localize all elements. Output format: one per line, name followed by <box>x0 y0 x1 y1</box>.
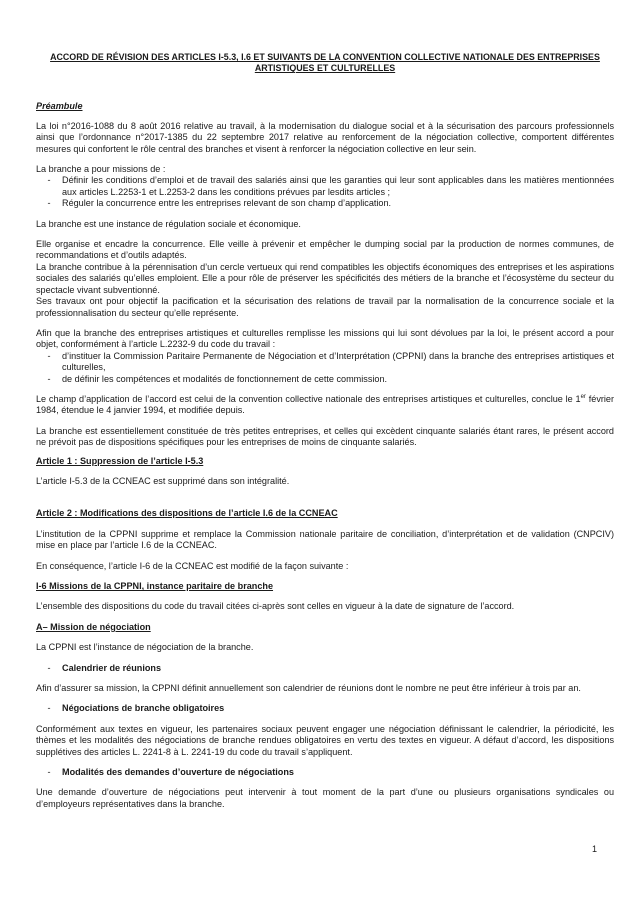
preamble-paragraph-1: La loi n°2016-1088 du 8 août 2016 relative au travail, à la modernisation du dialogue social et à la sécurisation des parcours professionnels ainsi que l’ordonnance n°2017-1385 du 22 septembre 2017 relative au renforcement de la négociation collective, comportent différentes mesures qui confortent le rôle central des branches et visent à renforcer la négociation collective en leur sein. <box>36 120 614 154</box>
preamble-paragraph-7: La branche est essentiellement constituée de très petites entreprises, et celles qui excèdent cinquante salariés étant rares, le présent accord ne prévoit pas de dispositions spécifiques pour les entreprises de moins de cinquante salariés. <box>36 425 614 448</box>
bullet-dash: - <box>47 373 51 384</box>
section-a-text: La CPPNI est l’instance de négociation de la branche. <box>36 642 254 653</box>
list-item <box>36 374 614 385</box>
bullet-dash: - <box>47 662 51 673</box>
preamble-paragraph-4a: Elle organise et encadre la concurrence. Elle veille à prévenir et empêcher le dumping social par la production de normes communes, de recommandations et d’outils adaptés. <box>36 239 614 261</box>
preamble-missions-intro: La branche a pour missions de : <box>36 164 166 175</box>
preamble-paragraph-3: La branche est une instance de régulation sociale et économique. <box>36 218 301 229</box>
article-2-paragraph-2: En conséquence, l’article I-6 de la CCNEAC est modifié de la façon suivante : <box>36 560 349 571</box>
preamble-paragraph-4c: Ses travaux ont pour objectif la pacification et la sécurisation des relations de travail par la normalisation de la concurrence sociale et la professionnalisation du secteur qu’elle représente. <box>36 296 614 318</box>
article-1-heading <box>36 456 614 467</box>
subheading-calendrier <box>36 663 614 674</box>
preamble-heading <box>36 101 614 112</box>
list-item <box>36 175 614 198</box>
subheading-text: Modalités des demandes d’ouverture de négociations <box>62 767 294 778</box>
list-item-text: de définir les compétences et modalités de fonctionnement de cette commission. <box>62 373 388 384</box>
negociations-obligatoires-text: Conformément aux textes en vigueur, les partenaires sociaux peuvent engager une négociation définissant le calendrier, la périodicité, les thèmes et les modalités des négociations de branche rendues obligatoires en vertu des textes en vigueur. A défaut d’accord, les dispositions supplétives des articles L. 2241-8 à L. 2241-19 du code du travail s’appliquent. <box>36 723 614 757</box>
subheading-text: Négociations de branche obligatoires <box>62 703 225 714</box>
article-2-paragraph-1: L’institution de la CPPNI supprime et remplace la Commission nationale paritaire de conciliation, d’interprétation et de validation (CNPCIV) mise en place par l’article I.6 de la CCNEAC. <box>36 528 614 551</box>
list-item <box>36 198 614 209</box>
demandes-ouverture-text: Une demande d’ouverture de négociations peut intervenir à tout moment de la part d’une ou plusieurs organisations syndicales ou d’employeurs représentatives dans la branche. <box>36 787 614 809</box>
subheading-demandes-ouverture <box>36 767 614 778</box>
scope-text-after: février 1984, étendue le 4 janvier 1994, et modifiée depuis. <box>36 393 615 416</box>
preamble-scope-paragraph <box>36 394 614 417</box>
bullet-dash: - <box>47 767 51 778</box>
document-body <box>36 52 614 810</box>
i6-heading <box>36 581 614 592</box>
list-item-text: d’instituer la Commission Paritaire Permanente de Négociation et d’Interprétation (CPPNI) dans la branche des entreprises artistiques et culturelles, <box>62 350 614 373</box>
subheading-negociations-obligatoires <box>36 703 614 714</box>
bullet-dash: - <box>47 703 51 714</box>
document-title: ACCORD DE RÉVISION DES ARTICLES I-5.3, I.6 ET SUIVANTS DE LA CONVENTION COLLECTIVE NATIONALE DES ENTREPRISES ARTISTIQUES ET CULTURELLES <box>50 52 600 74</box>
list-item <box>36 351 614 374</box>
list-item-text: Réguler la concurrence entre les entreprises relevant de son champ d’application. <box>62 198 392 209</box>
preamble-paragraph-4b: La branche contribue à la pérennisation d’un cercle vertueux qui rend compatibles les objectifs économiques des entreprises et les aspirations sociales des salariés qu’elles emploient. Elle a pour rôle de préserver les spécificités des métiers de la branche et l’écosystème du secteur du spectacle vivant subventionné. <box>36 261 614 295</box>
article-2-heading <box>36 508 614 519</box>
i6-heading-text: I-6 Missions de la CPPNI, instance paritaire de branche <box>36 581 274 591</box>
bullet-dash: - <box>47 350 51 361</box>
scope-text-before: Le champ d’application de l’accord est celui de la convention collective nationale des entreprises artistiques et culturelles, conclue le 1 <box>36 393 581 404</box>
article-2-heading-text: Article 2 : Modifications des dispositions de l’article I.6 de la CCNEAC <box>36 508 338 519</box>
bullet-dash: - <box>47 175 51 186</box>
i6-text: L’ensemble des dispositions du code du travail citées ci-après sont celles en vigueur à la date de signature de l’accord. <box>36 601 515 612</box>
scope-superscript: er <box>580 393 586 400</box>
section-a-heading-text: A– Mission de négociation <box>36 621 151 632</box>
article-1-text: L’article I-5.3 de la CCNEAC est supprimé dans son intégralité. <box>36 475 290 486</box>
subheading-text: Calendrier de réunions <box>62 662 162 673</box>
page-number: 1 <box>592 844 598 854</box>
article-1-heading-text: Article 1 : Suppression de l’article I-5.3 <box>36 455 204 466</box>
preamble-purpose-intro: Afin que la branche des entreprises artistiques et culturelles remplisse les missions qui lui sont dévolues par la loi, le présent accord a pour objet, conformément à l’article L.2232-9 du code du travail : <box>36 327 614 350</box>
calendrier-text: Afin d’assurer sa mission, la CPPNI définit annuellement son calendrier de réunions dont le nombre ne peut être inférieur à trois par an. <box>36 683 581 694</box>
list-item-text: Définir les conditions d’emploi et de travail des salariés ainsi que les garanties qui leur sont applicables dans les matières mentionnées aux articles L.2253-1 et L.2253-2 dans les conditions prévues par lesdits articles ; <box>62 175 614 197</box>
preamble-heading-text: Préambule <box>36 101 83 112</box>
section-a-heading <box>36 622 614 633</box>
bullet-dash: - <box>47 198 51 209</box>
